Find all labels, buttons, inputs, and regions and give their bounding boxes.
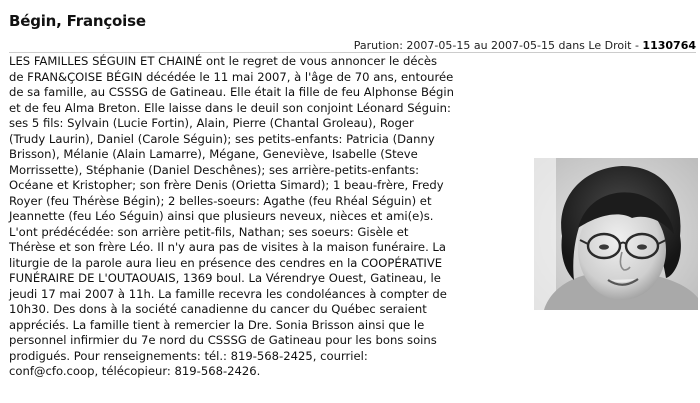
header-divider [9,52,696,53]
obituary-line: LES FAMILLES SÉGUIN ET CHAINÉ ont le regret de vous annoncer le décès [9,54,438,68]
obituary-line: appréciés. La famille tient à remercier la Dre. Sonia Brisson ainsi que le [9,317,425,332]
obituary-line: personnel infirmier du 7e nord du CSSSG de Gatineau pour les bons soins [9,333,437,347]
deceased-name: Bégin, Françoise [9,12,146,30]
obituary-line: prodigués. Pour renseignements: tél.: 819-568-2425, courriel: [9,348,368,363]
obituary-line: Morrissette), Stéphanie (Daniel Deschênes); ses arrière-petits-enfants: [9,162,420,177]
obituary-line: L'ont prédécédée: son arrière petit-fils, Nathan; ses soeurs: Gisèle et [9,224,409,239]
obituary-line: et de feu Alma Breton. Elle laisse dans le deuil son conjoint Léonard Séguin: [9,100,451,115]
obituary-line: Thérèse et son frère Léo. Il n'y aura pas de visites à la maison funéraire. La [9,240,447,254]
portrait-photo [534,158,698,310]
obituary-line: liturgie de la parole aura lieu en présence des cendres en la COOPÉRATIVE [9,255,443,270]
obituary-line: Royer (feu Thérèse Bégin); 2 belles-soeurs: Agathe (feu Rhéal Séguin) et [9,193,432,208]
obituary-line: ses 5 fils: Sylvain (Lucie Fortin), Alain, Pierre (Chantal Groleau), Roger [9,116,414,130]
obituary-line: jeudi 17 mai 2007 à 11h. La famille recevra les condoléances à compter de [9,286,447,301]
obituary-text [9,54,529,380]
obituary-line: (Trudy Laurin), Daniel (Carole Séguin); ses petits-enfants: Patricia (Danny [9,131,435,146]
publication-info [354,39,696,52]
obituary-line: FUNÉRAIRE DE L'OUTAOUAIS, 1369 boul. La Vérendrye Ouest, Gatineau, le [9,271,441,285]
obituary-line: Brisson), Mélanie (Alain Lamarre), Mégane, Geneviève, Isabelle (Steve [9,147,418,161]
obituary-line: Océane et Kristopher; son frère Denis (Orietta Simard); 1 beau-frère, Fredy [9,178,444,192]
obituary-line: de FRAN&ÇOISE BÉGIN décédée le 11 mai 2007, à l'âge de 70 ans, entourée [9,69,454,84]
obituary-line: conf@cfo.coop, télécopieur: 819-568-2426. [9,364,261,378]
obituary-line: Jeannette (feu Léo Séguin) ainsi que plusieurs neveux, nièces et ami(e)s. [9,209,434,223]
obituary-line: 10h30. Des dons à la société canadienne du cancer du Québec seraient [9,302,427,316]
portrait-illustration [534,158,698,310]
obituary-line: de sa famille, au CSSSG de Gatineau. Elle était la fille de feu Alphonse Bégin [9,85,454,99]
notice-id: 1130764 [642,39,696,52]
publication-label: Parution: 2007-05-15 au 2007-05-15 dans Le Droit - [353,39,639,52]
